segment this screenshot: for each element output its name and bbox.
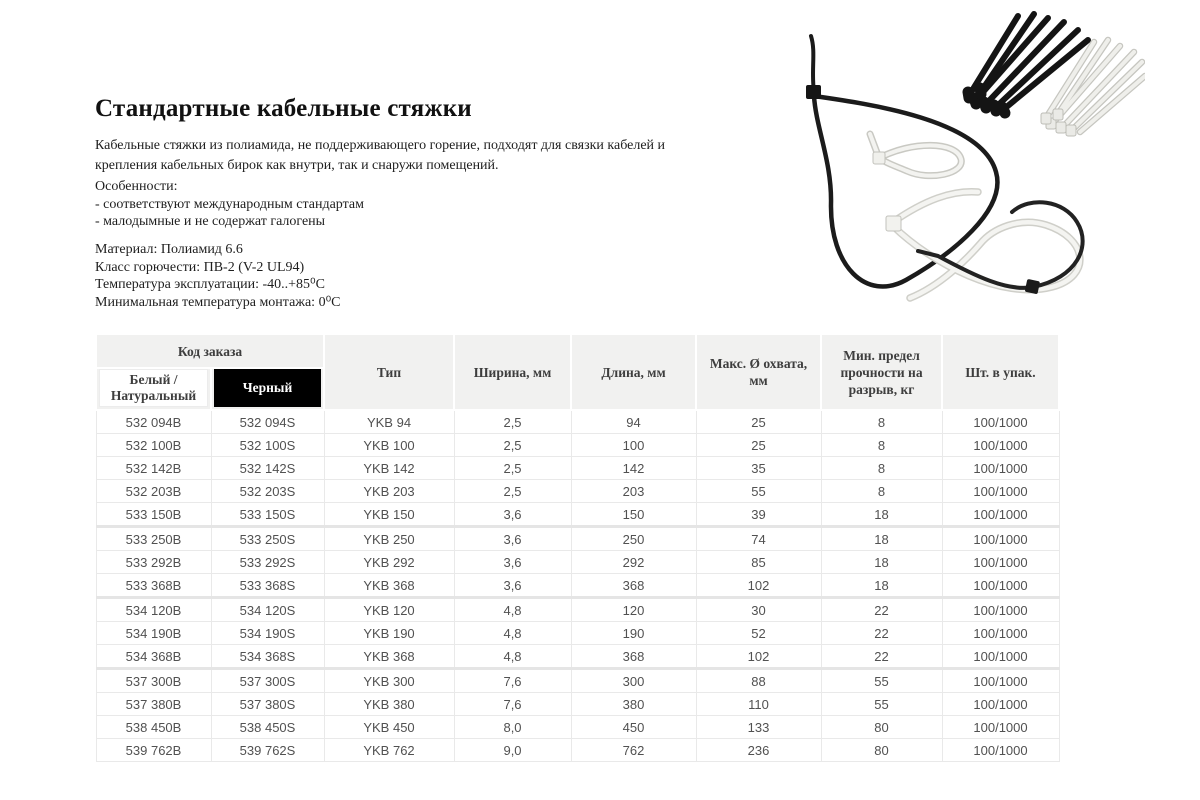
table-cell: 18: [821, 503, 942, 527]
table-cell: 450: [571, 716, 696, 739]
table-cell: 532 142B: [96, 457, 211, 480]
table-cell: 8: [821, 434, 942, 457]
header-white-natural-cell: [96, 368, 211, 410]
table-cell: 18: [821, 551, 942, 574]
header-max-diameter: Макс. Ø охвата, мм: [696, 334, 821, 410]
table-cell: 100/1000: [942, 527, 1059, 551]
table-cell: 100/1000: [942, 457, 1059, 480]
table-cell: 25: [696, 410, 821, 434]
table-cell: 18: [821, 527, 942, 551]
table-cell: 762: [571, 739, 696, 762]
table-cell: 22: [821, 645, 942, 669]
spec-line-operating-temp: Температура эксплуатации: -40..+85⁰С: [95, 277, 325, 292]
table-cell: 94: [571, 410, 696, 434]
table-row: [96, 739, 1059, 762]
table-cell: 100/1000: [942, 622, 1059, 645]
table-cell: YKB 150: [324, 503, 454, 527]
table-cell: 534 120S: [211, 598, 324, 622]
table-cell: 52: [696, 622, 821, 645]
table-cell: 4,8: [454, 645, 571, 669]
table-cell: 120: [571, 598, 696, 622]
table-cell: 2,5: [454, 457, 571, 480]
header-min-strength: Мин. предел прочности на разрыв, кг: [821, 334, 942, 410]
table-cell: 534 368B: [96, 645, 211, 669]
feature-item: - малодымные и не содержат галогены: [95, 214, 326, 229]
table-cell: 3,6: [454, 574, 571, 598]
table-row: [96, 574, 1059, 598]
table-cell: 537 380S: [211, 693, 324, 716]
table-body: [96, 410, 1059, 762]
table-cell: 100/1000: [942, 551, 1059, 574]
spec-line-installation-temp: Минимальная температура монтажа: 0⁰С: [95, 294, 341, 310]
table-cell: 533 150B: [96, 503, 211, 527]
table-cell: 532 094S: [211, 410, 324, 434]
table-cell: 55: [821, 669, 942, 693]
table-cell: 22: [821, 598, 942, 622]
table-cell: 80: [821, 739, 942, 762]
table-cell: 2,5: [454, 480, 571, 503]
table-cell: 380: [571, 693, 696, 716]
features-label: Особенности:: [95, 179, 178, 194]
table-cell: 532 142S: [211, 457, 324, 480]
table-cell: 150: [571, 503, 696, 527]
table-cell: 100/1000: [942, 693, 1059, 716]
table-cell: YKB 100: [324, 434, 454, 457]
table-cell: 292: [571, 551, 696, 574]
header-width: Ширина, мм: [454, 334, 571, 410]
table-cell: 8: [821, 410, 942, 434]
table-cell: YKB 380: [324, 693, 454, 716]
table-cell: 100/1000: [942, 480, 1059, 503]
page-title: Стандартные кабельные стяжки: [95, 94, 472, 122]
table-cell: 100: [571, 434, 696, 457]
table-cell: 100/1000: [942, 410, 1059, 434]
product-photo: [790, 8, 1145, 333]
table-cell: 8,0: [454, 716, 571, 739]
table-cell: 7,6: [454, 693, 571, 716]
table-cell: 534 190S: [211, 622, 324, 645]
table-cell: 532 100B: [96, 434, 211, 457]
table-row: [96, 551, 1059, 574]
table-cell: YKB 94: [324, 410, 454, 434]
table-cell: 250: [571, 527, 696, 551]
table-cell: 100/1000: [942, 739, 1059, 762]
table-row: [96, 480, 1059, 503]
header-black: Черный: [214, 369, 321, 407]
table-cell: 102: [696, 645, 821, 669]
specs-block: [95, 241, 341, 311]
table-cell: 533 292S: [211, 551, 324, 574]
table-cell: 142: [571, 457, 696, 480]
features-block: [95, 178, 364, 231]
header-length: Длина, мм: [571, 334, 696, 410]
table-row: [96, 622, 1059, 645]
table-cell: YKB 250: [324, 527, 454, 551]
table-cell: 190: [571, 622, 696, 645]
table-cell: 534 190B: [96, 622, 211, 645]
table-row: [96, 693, 1059, 716]
table-cell: 55: [821, 693, 942, 716]
table-cell: 539 762S: [211, 739, 324, 762]
product-table: [95, 333, 1060, 762]
table-cell: 30: [696, 598, 821, 622]
table-cell: YKB 300: [324, 669, 454, 693]
spec-line-flammability: Класс горючести: ПВ-2 (V-2 UL94): [95, 259, 305, 275]
table-cell: 533 368S: [211, 574, 324, 598]
table-cell: 8: [821, 457, 942, 480]
table-cell: 8: [821, 480, 942, 503]
table-cell: 100/1000: [942, 574, 1059, 598]
table-cell: 537 300B: [96, 669, 211, 693]
table-cell: 18: [821, 574, 942, 598]
table-cell: 533 250B: [96, 527, 211, 551]
table-cell: 532 203S: [211, 480, 324, 503]
description-paragraph: Кабельные стяжки из полиамида, не поддерживающего горение, подходят для связки кабелей и крепления кабельных бирок как внутри, так и снаружи помещений.: [95, 138, 666, 173]
table-row: [96, 503, 1059, 527]
table-cell: 534 120B: [96, 598, 211, 622]
black-cable-tie-loop: [806, 36, 997, 286]
table-cell: 100/1000: [942, 434, 1059, 457]
table-row: [96, 598, 1059, 622]
table-cell: 537 380B: [96, 693, 211, 716]
table-cell: 74: [696, 527, 821, 551]
header-type: Тип: [324, 334, 454, 410]
table-row: [96, 410, 1059, 434]
table-cell: YKB 368: [324, 574, 454, 598]
table-cell: 3,6: [454, 503, 571, 527]
table-cell: 4,8: [454, 598, 571, 622]
table-cell: 538 450B: [96, 716, 211, 739]
table-cell: 85: [696, 551, 821, 574]
table-cell: YKB 120: [324, 598, 454, 622]
table-cell: 539 762B: [96, 739, 211, 762]
table-cell: 2,5: [454, 410, 571, 434]
white-cable-ties-bundle: [1041, 40, 1145, 136]
table-row: [96, 434, 1059, 457]
table-cell: 100/1000: [942, 716, 1059, 739]
table-cell: 7,6: [454, 669, 571, 693]
table-cell: 9,0: [454, 739, 571, 762]
feature-item: - соответствуют международным стандартам: [95, 196, 364, 212]
table-cell: YKB 762: [324, 739, 454, 762]
table-row: [96, 527, 1059, 551]
table-cell: 100/1000: [942, 503, 1059, 527]
table-cell: 533 150S: [211, 503, 324, 527]
table-cell: 133: [696, 716, 821, 739]
table-cell: 100/1000: [942, 598, 1059, 622]
table-cell: 2,5: [454, 434, 571, 457]
table-row: [96, 457, 1059, 480]
table-cell: 3,6: [454, 551, 571, 574]
table-cell: 35: [696, 457, 821, 480]
table-cell: 100/1000: [942, 645, 1059, 669]
table-cell: 538 450S: [211, 716, 324, 739]
table-cell: 25: [696, 434, 821, 457]
spec-line-material: Материал: Полиамид 6.6: [95, 242, 243, 257]
table-cell: 4,8: [454, 622, 571, 645]
table-cell: 39: [696, 503, 821, 527]
table-cell: YKB 190: [324, 622, 454, 645]
header-order-code: Код заказа: [96, 334, 324, 368]
table-cell: 3,6: [454, 527, 571, 551]
table-cell: 300: [571, 669, 696, 693]
header-pack-qty: Шт. в упак.: [942, 334, 1059, 410]
table-cell: 534 368S: [211, 645, 324, 669]
table-cell: 102: [696, 574, 821, 598]
table-cell: 368: [571, 645, 696, 669]
table-cell: YKB 142: [324, 457, 454, 480]
table-cell: 236: [696, 739, 821, 762]
table-cell: YKB 368: [324, 645, 454, 669]
header-black-cell: [211, 368, 324, 410]
table-cell: YKB 292: [324, 551, 454, 574]
white-cable-tie-small: [870, 134, 961, 176]
table-cell: 88: [696, 669, 821, 693]
table-row: [96, 645, 1059, 669]
table-cell: 533 368B: [96, 574, 211, 598]
table-cell: YKB 203: [324, 480, 454, 503]
table-cell: 100/1000: [942, 669, 1059, 693]
table-cell: 80: [821, 716, 942, 739]
table-row: [96, 716, 1059, 739]
header-white-natural: Белый / Натуральный: [99, 369, 208, 407]
table-cell: 55: [696, 480, 821, 503]
table-cell: 203: [571, 480, 696, 503]
table-cell: 532 100S: [211, 434, 324, 457]
table-cell: 533 250S: [211, 527, 324, 551]
table-cell: 533 292B: [96, 551, 211, 574]
table-row: [96, 669, 1059, 693]
table-cell: 22: [821, 622, 942, 645]
table-cell: 537 300S: [211, 669, 324, 693]
table-cell: YKB 450: [324, 716, 454, 739]
table-cell: 532 203B: [96, 480, 211, 503]
table-cell: 532 094B: [96, 410, 211, 434]
table-cell: 110: [696, 693, 821, 716]
table-cell: 368: [571, 574, 696, 598]
